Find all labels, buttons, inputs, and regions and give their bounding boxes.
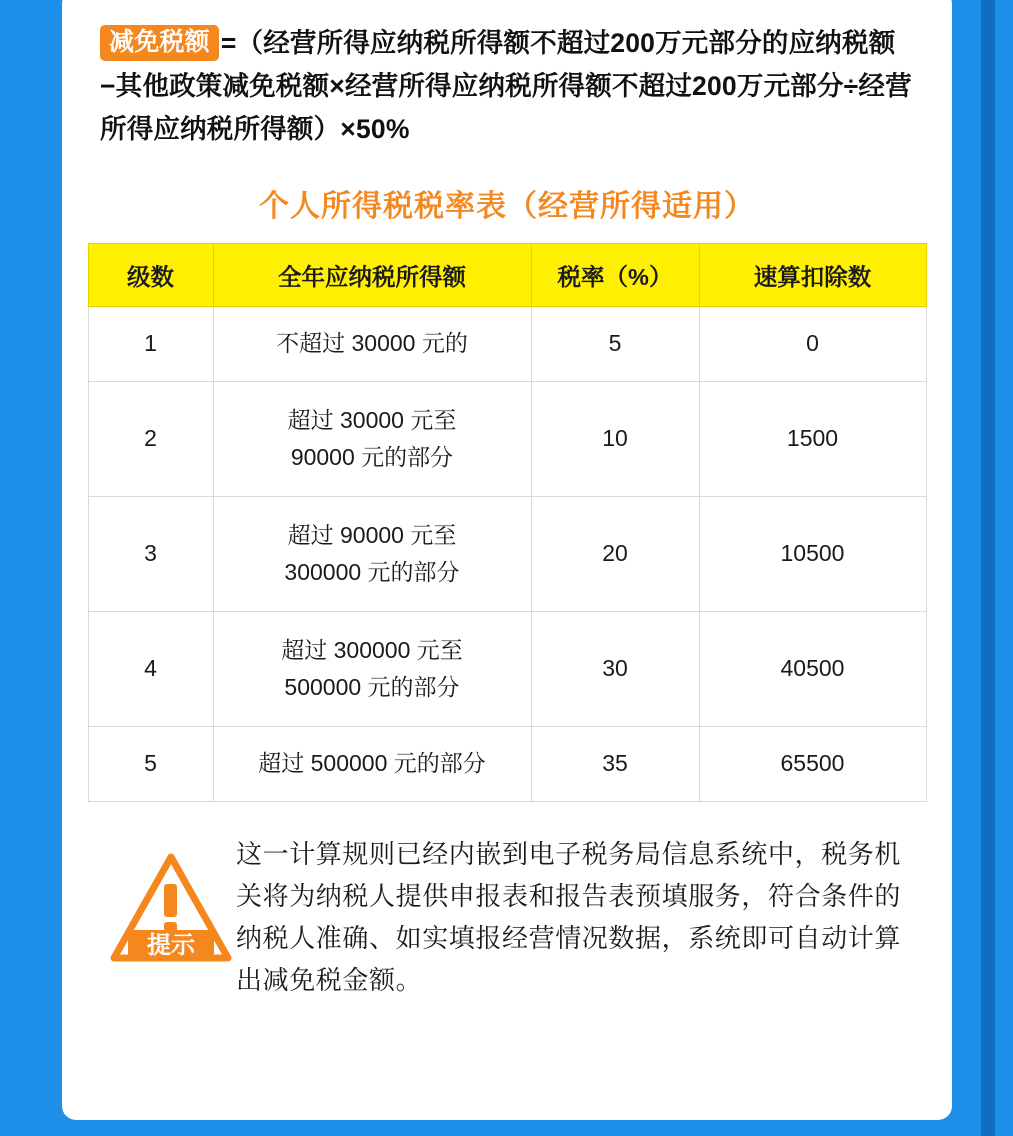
tax-rate-table (88, 243, 927, 802)
cell-income-line1: 超过 500000 元的部分 (258, 750, 486, 777)
cell-level: 3 (88, 496, 213, 611)
cell-rate: 20 (531, 496, 699, 611)
left-blue-rail (0, 0, 20, 1136)
cell-rate: 5 (531, 306, 699, 381)
warning-triangle-icon (110, 852, 232, 964)
cell-income-line1: 超过 90000 元至 (287, 521, 457, 548)
cell-deduction: 65500 (699, 726, 926, 801)
right-blue-rail (995, 0, 1013, 1136)
cell-income (213, 306, 531, 381)
table-title: 个人所得税税率表（经营所得适用） (259, 189, 755, 223)
table-row (88, 726, 926, 801)
formula-body: =（经营所得应纳税所得额不超过200万元部分的应纳税额−其他政策减免税额×经营所得应纳税所得额不超过200万元部分÷经营所得应纳税所得额）×50% (100, 28, 912, 144)
cell-income-line1: 超过 300000 元至 (281, 636, 463, 663)
cell-rate: 35 (531, 726, 699, 801)
cell-income-line1: 不超过 30000 元的 (276, 330, 468, 357)
table-row (88, 496, 926, 611)
tip-block (86, 828, 928, 1002)
right-blue-rail-inner (981, 0, 995, 1136)
cell-level: 5 (88, 726, 213, 801)
cell-income-line1: 超过 30000 元至 (287, 406, 457, 433)
cell-level: 4 (88, 611, 213, 726)
cell-income (213, 496, 531, 611)
cell-level: 1 (88, 306, 213, 381)
cell-income (213, 381, 531, 496)
cell-income-line2: 300000 元的部分 (284, 558, 460, 585)
cell-rate: 10 (531, 381, 699, 496)
formula-highlight-label: 减免税额 (100, 25, 219, 61)
table-header-level: 级数 (88, 243, 213, 306)
tip-text: 这一计算规则已经内嵌到电子税务局信息系统中，税务机关将为纳税人提供申报表和报告表预填服务，符合条件的纳税人准确、如实填报经营情况数据，系统即可自动计算出减免税金额。 (236, 839, 902, 996)
cell-deduction: 40500 (699, 611, 926, 726)
cell-deduction: 1500 (699, 381, 926, 496)
cell-level: 2 (88, 381, 213, 496)
table-header-deduction: 速算扣除数 (699, 243, 926, 306)
formula-block (86, 8, 928, 155)
cell-deduction: 0 (699, 306, 926, 381)
cell-income-line2: 90000 元的部分 (290, 443, 454, 470)
cell-income-line2: 500000 元的部分 (284, 673, 460, 700)
svg-text:提示: 提示 (147, 931, 195, 959)
table-row (88, 611, 926, 726)
table-row (88, 381, 926, 496)
cell-income (213, 611, 531, 726)
cell-rate: 30 (531, 611, 699, 726)
table-header-rate: 税率（%） (531, 243, 699, 306)
table-header-income: 全年应纳税所得额 (213, 243, 531, 306)
content-card (62, 0, 952, 1120)
cell-income (213, 726, 531, 801)
table-row (88, 306, 926, 381)
cell-deduction: 10500 (699, 496, 926, 611)
table-header-row (88, 243, 926, 306)
